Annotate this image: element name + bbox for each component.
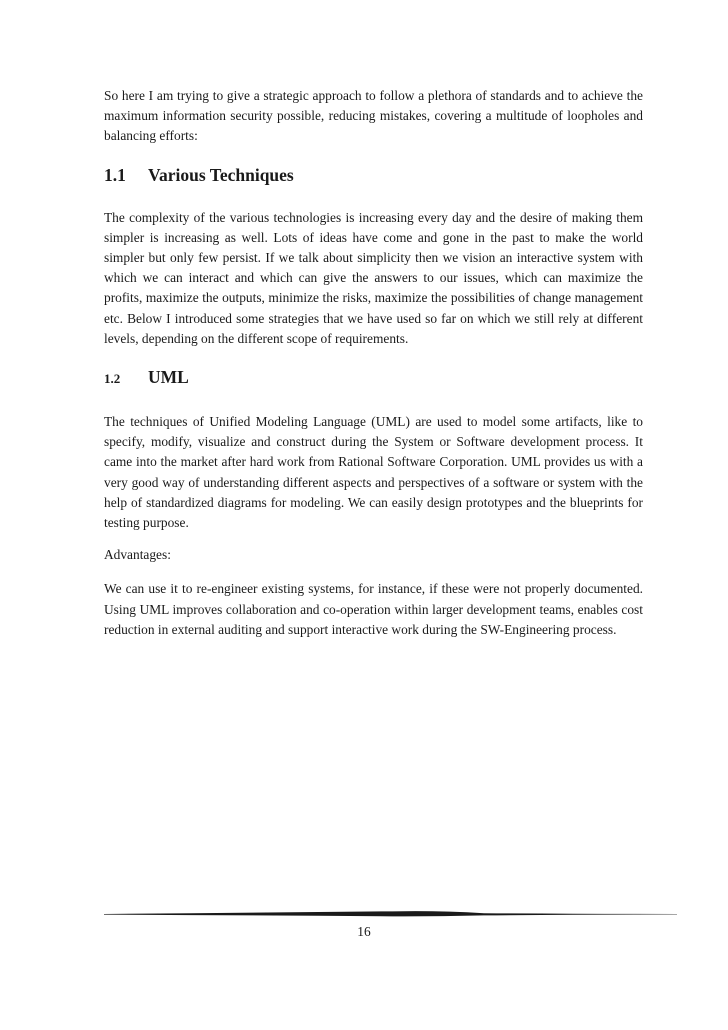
section-title: UML bbox=[148, 367, 189, 388]
section-1-1-body: The complexity of the various technologies is increasing every day and the desire of making them simpler is increasing as well. Lots of ideas have come and gone in the past to make the world simpler but only few persist. If we talk about simplicity then we vision an interactive system with which we can interact and which can give the answers to our issues, which can maximize the profits, maximize the outputs, minimize the risks, maximize the possibilities of change management etc. Below I introduced some strategies that we have used so far on which we still rely at different levels, depending on the different scope of requirements. bbox=[104, 209, 643, 346]
section-title: Various Techniques bbox=[148, 164, 294, 185]
intro-paragraph: So here I am trying to give a strategic approach to follow a plethora of standards and to achieve the maximum information security possible, reducing mistakes, covering a multitude of loopholes and balancing efforts: bbox=[104, 88, 643, 144]
page-content bbox=[104, 86, 643, 640]
section-heading-1-2 bbox=[104, 367, 643, 388]
advantages-body: We can use it to re-engineer existing systems, for instance, if these were not properly documented. Using UML improves collaboration and co-operation within larger development teams, enables cost reduction in external auditing and support interactive work during the SW-Engineering process. bbox=[104, 581, 643, 637]
section-number: 1.1 bbox=[104, 164, 126, 185]
advantages-label: Advantages: bbox=[104, 547, 171, 563]
section-heading-1-1 bbox=[104, 165, 643, 186]
page-number: 16 bbox=[357, 924, 371, 939]
section-number: 1.2 bbox=[104, 371, 121, 387]
footer-rule bbox=[104, 909, 677, 919]
section-1-2-body: The techniques of Unified Modeling Language (UML) are used to model some artifacts, like to specify, modify, visualize and construct during the System or Software development process. It came into the market after hard work from Rational Software Corporation. UML provides us with a very good way of understanding different aspects and perspectives of a software or system with the help of standardized diagrams for modeling. We can easily design prototypes and the blueprints for testing purpose. bbox=[104, 414, 643, 531]
